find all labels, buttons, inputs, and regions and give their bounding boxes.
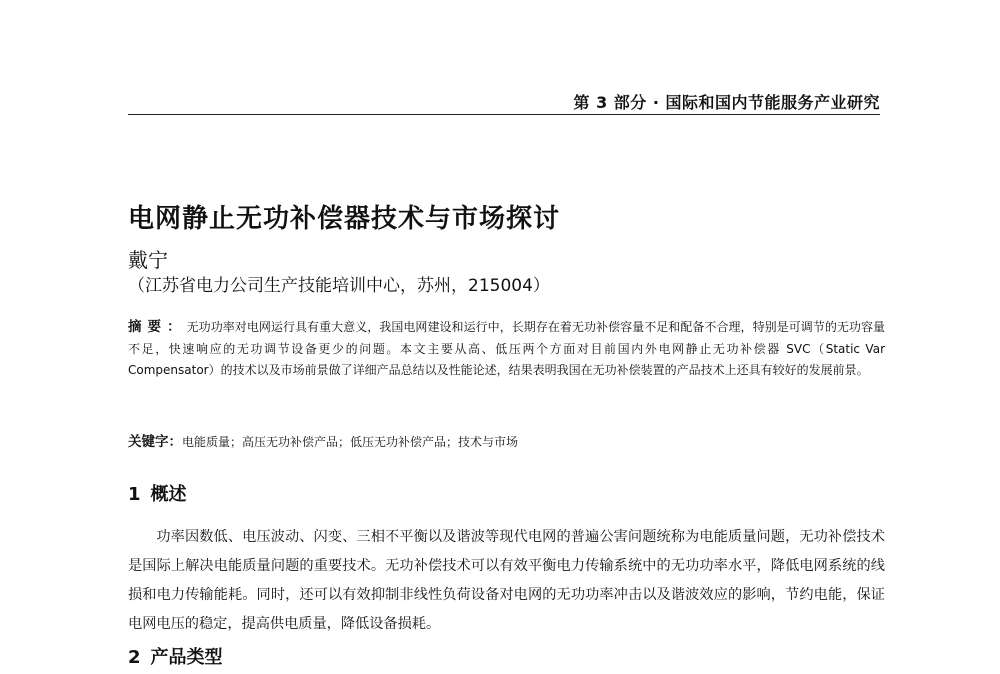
paragraph: 功率因数低、电压波动、闪变、三相不平衡以及谐波等现代电网的普遍公害问题统称为电能质量问题，无功补偿技术是国际上解决电能质量问题的重要技术。无功补偿技术可以有效平衡电力传输系统中的无功功率水平，降低电网系统的线损和电力传输能耗。同时，还可以有效抑制非线性负荷设备对电网的无功功率冲击以及谐波效应的影响，节约电能，保证电网电压的稳定，提高供电质量，降低设备损耗。 bbox=[128, 529, 885, 632]
article-title: 电网静止无功补偿器技术与市场探讨 bbox=[128, 204, 561, 234]
abstract-label: 摘要： bbox=[128, 319, 187, 335]
author-affiliation: （江苏省电力公司生产技能培训中心，苏州，215004） bbox=[128, 276, 550, 296]
section-title: 概述 bbox=[150, 484, 187, 505]
running-header: 第 3 部分 · 国际和国内节能服务产业研究 bbox=[573, 93, 880, 112]
abstract bbox=[128, 317, 885, 382]
header-rule bbox=[128, 114, 880, 115]
keywords bbox=[128, 432, 885, 452]
abstract-text: 无功功率对电网运行具有重大意义，我国电网建设和运行中，长期存在着无功补偿容量不足和配备不合理，特别是可调节的无功容量不足，快速响应的无功调节设备更少的问题。本文主要从高、低压两个方面对目前国内外电网静止无功补偿器 SVC（Static Var Compensator）的技术以及市场前景做了详细产品总结以及性能论述，结果表明我国在无功补偿装置的产品技术上还具有较好的发展前景。 bbox=[128, 320, 885, 377]
keywords-text: 电能质量；高压无功补偿产品；低压无功补偿产品；技术与市场 bbox=[182, 435, 519, 449]
section-heading-overview bbox=[128, 480, 187, 506]
section-number: 2 bbox=[128, 647, 141, 668]
section-body-overview bbox=[128, 523, 885, 639]
section-title: 产品类型 bbox=[150, 647, 223, 668]
keywords-label: 关键字： bbox=[128, 434, 182, 450]
section-heading-product-types bbox=[128, 643, 223, 669]
section-number: 1 bbox=[128, 484, 141, 505]
author-name: 戴宁 bbox=[128, 248, 168, 272]
